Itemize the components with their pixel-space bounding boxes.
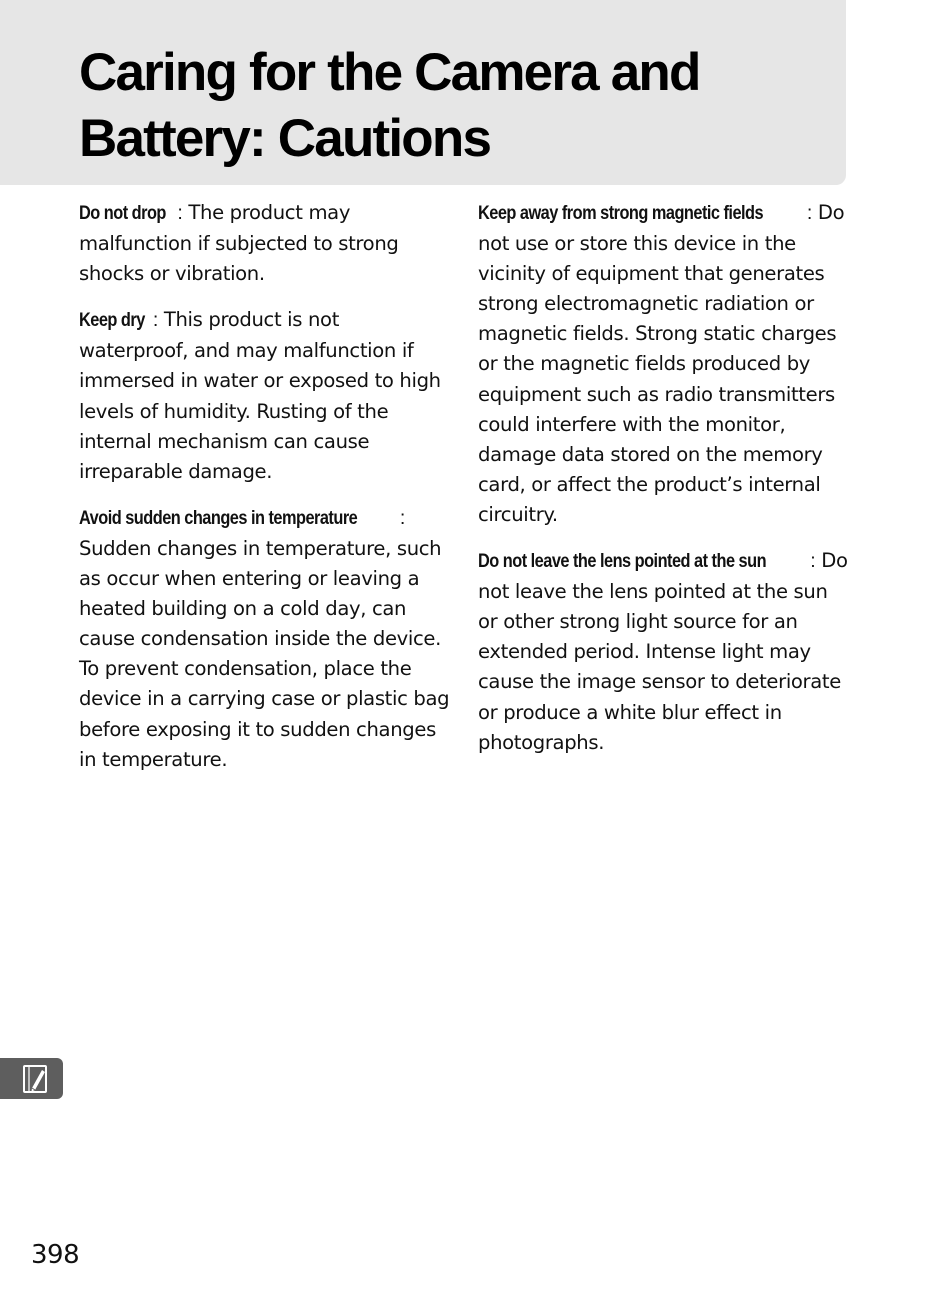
page-title [79, 40, 819, 172]
caution-magnetic-fields [478, 198, 850, 530]
heading-separator: : [806, 202, 812, 224]
left-column [79, 198, 451, 791]
caution-heading: Avoid sudden changes in temperature [79, 507, 358, 529]
caution-text: Sudden changes in temperature, such as occur when entering or leaving a heated building on a cold day, can cause condensation inside the device. To prevent condensation, place the device in a carrying case or plastic bag before exposing it to sudden changes in temperature. [79, 536, 450, 771]
heading-separator: : [399, 506, 405, 529]
heading-separator: : [810, 550, 816, 573]
caution-text: Do not use or store this device in the vicinity of equipment that generates strong electromagnetic radiation or magnetic fields. Strong static charges or the magnetic fields produced by equipment such as radio transmitters could interfere with the monitor, damage data stored on the memory card, or affect the product’s internal circuitry. [478, 201, 845, 526]
page-title-line-1: Caring for the Camera and [79, 43, 700, 102]
page-number: 398 [31, 1240, 80, 1270]
right-column [478, 198, 850, 774]
caution-heading: Keep dry [79, 310, 145, 332]
caution-text: This product is not waterproof, and may malfunction if immersed in water or exposed to high levels of humidity. Rusting of the internal mechanism can cause irreparable damage. [79, 308, 441, 483]
caution-heading: Do not leave the lens pointed at the sun [478, 551, 767, 573]
notepad-pencil-icon [20, 1063, 52, 1095]
section-tab [0, 1058, 63, 1099]
caution-do-not-drop [79, 198, 451, 289]
heading-separator: : [152, 309, 158, 332]
caution-keep-dry [79, 305, 451, 487]
heading-separator: : [177, 202, 183, 224]
caution-text: Do not leave the lens pointed at the sun or other strong light source for an extended period. Intense light may cause the image sensor to deteriorate or produce a white blur effect in photographs. [478, 549, 848, 754]
caution-lens-sun [478, 546, 850, 758]
caution-temperature-changes [79, 503, 451, 775]
caution-heading: Keep away from strong magnetic fields [478, 203, 764, 224]
caution-text: The product may malfunction if subjected to strong shocks or vibration. [79, 201, 399, 286]
caution-heading: Do not drop [79, 203, 166, 224]
page-title-line-2: Battery: Cautions [79, 109, 491, 168]
